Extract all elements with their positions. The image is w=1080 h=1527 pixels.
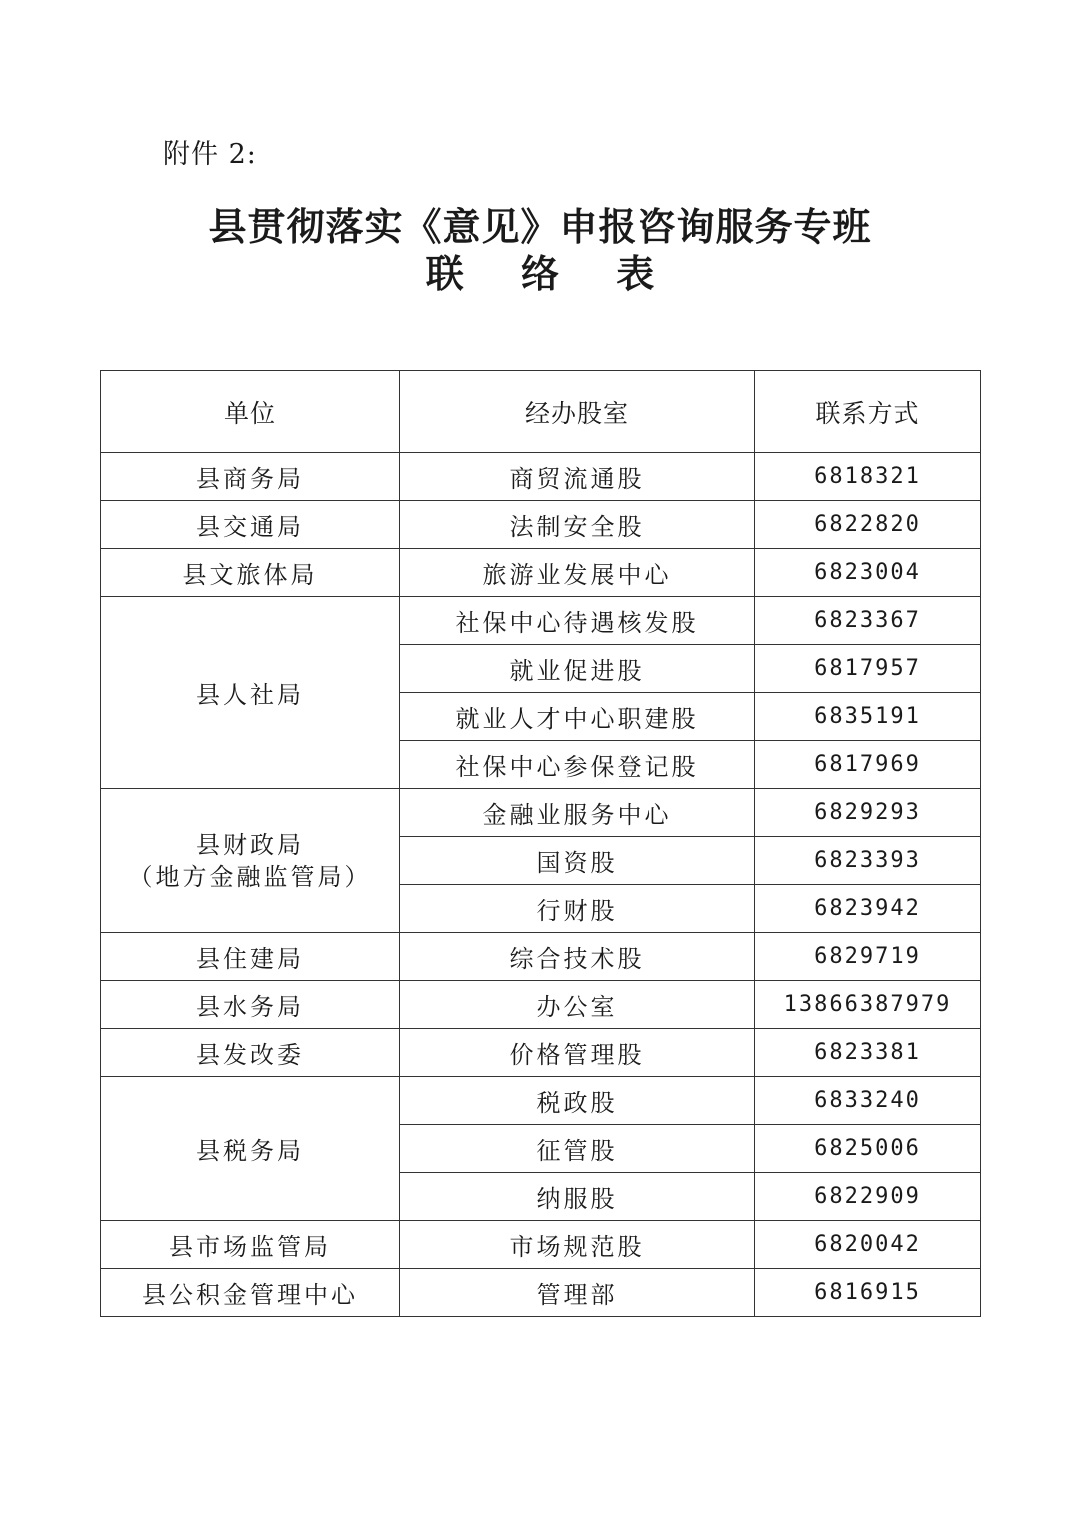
department-cell: 金融业服务中心 xyxy=(400,789,755,837)
table-row xyxy=(101,453,981,501)
department-cell: 征管股 xyxy=(400,1125,755,1173)
department-cell: 商贸流通股 xyxy=(400,453,755,501)
phone-cell: 6822909 xyxy=(755,1173,981,1221)
unit-cell: 县市场监管局 xyxy=(101,1221,400,1269)
phone-cell: 6835191 xyxy=(755,693,981,741)
phone-cell: 6823367 xyxy=(755,597,981,645)
phone-cell: 6833240 xyxy=(755,1077,981,1125)
table-header-row xyxy=(101,371,981,453)
department-cell: 管理部 xyxy=(400,1269,755,1317)
phone-cell: 6825006 xyxy=(755,1125,981,1173)
phone-cell: 6823393 xyxy=(755,837,981,885)
attachment-label: 附件 2: xyxy=(163,139,257,170)
phone-cell: 6817957 xyxy=(755,645,981,693)
table-row xyxy=(101,1269,981,1317)
unit-alias: （地方金融监管局） xyxy=(128,862,372,891)
phone-cell: 6820042 xyxy=(755,1221,981,1269)
unit-cell: 县水务局 xyxy=(101,981,400,1029)
department-cell: 法制安全股 xyxy=(400,501,755,549)
unit-cell xyxy=(101,789,400,933)
unit-cell: 县交通局 xyxy=(101,501,400,549)
header-department: 经办股室 xyxy=(400,371,755,453)
department-cell: 社保中心待遇核发股 xyxy=(400,597,755,645)
phone-cell: 6817969 xyxy=(755,741,981,789)
phone-cell: 6823004 xyxy=(755,549,981,597)
phone-cell: 13866387979 xyxy=(755,981,981,1029)
table-row xyxy=(101,1221,981,1269)
table-row xyxy=(101,549,981,597)
department-cell: 社保中心参保登记股 xyxy=(400,741,755,789)
department-cell: 价格管理股 xyxy=(400,1029,755,1077)
phone-cell: 6816915 xyxy=(755,1269,981,1317)
table-row xyxy=(101,501,981,549)
header-contact: 联系方式 xyxy=(755,371,981,453)
phone-cell: 6823942 xyxy=(755,885,981,933)
phone-cell: 6822820 xyxy=(755,501,981,549)
department-cell: 办公室 xyxy=(400,981,755,1029)
department-cell: 综合技术股 xyxy=(400,933,755,981)
phone-cell: 6823381 xyxy=(755,1029,981,1077)
unit-cell: 县文旅体局 xyxy=(101,549,400,597)
table-row xyxy=(101,789,981,837)
unit-name: 县财政局 xyxy=(196,830,304,859)
department-cell: 旅游业发展中心 xyxy=(400,549,755,597)
table-row xyxy=(101,981,981,1029)
unit-cell: 县商务局 xyxy=(101,453,400,501)
phone-cell: 6829293 xyxy=(755,789,981,837)
unit-cell: 县人社局 xyxy=(101,597,400,789)
department-cell: 市场规范股 xyxy=(400,1221,755,1269)
department-cell: 行财股 xyxy=(400,885,755,933)
table-row xyxy=(101,1029,981,1077)
unit-cell: 县公积金管理中心 xyxy=(101,1269,400,1317)
document-subtitle: 联 络 表 xyxy=(425,252,677,296)
table-row xyxy=(101,1077,981,1125)
header-unit: 单位 xyxy=(101,371,400,453)
department-cell: 税政股 xyxy=(400,1077,755,1125)
phone-cell: 6829719 xyxy=(755,933,981,981)
department-cell: 国资股 xyxy=(400,837,755,885)
unit-cell: 县发改委 xyxy=(101,1029,400,1077)
table-row xyxy=(101,933,981,981)
department-cell: 纳服股 xyxy=(400,1173,755,1221)
unit-cell: 县税务局 xyxy=(101,1077,400,1221)
table-row xyxy=(101,597,981,645)
phone-cell: 6818321 xyxy=(755,453,981,501)
unit-cell: 县住建局 xyxy=(101,933,400,981)
department-cell: 就业促进股 xyxy=(400,645,755,693)
document-title: 县贯彻落实《意见》申报咨询服务专班 xyxy=(208,205,872,249)
contact-table xyxy=(100,370,981,1317)
department-cell: 就业人才中心职建股 xyxy=(400,693,755,741)
